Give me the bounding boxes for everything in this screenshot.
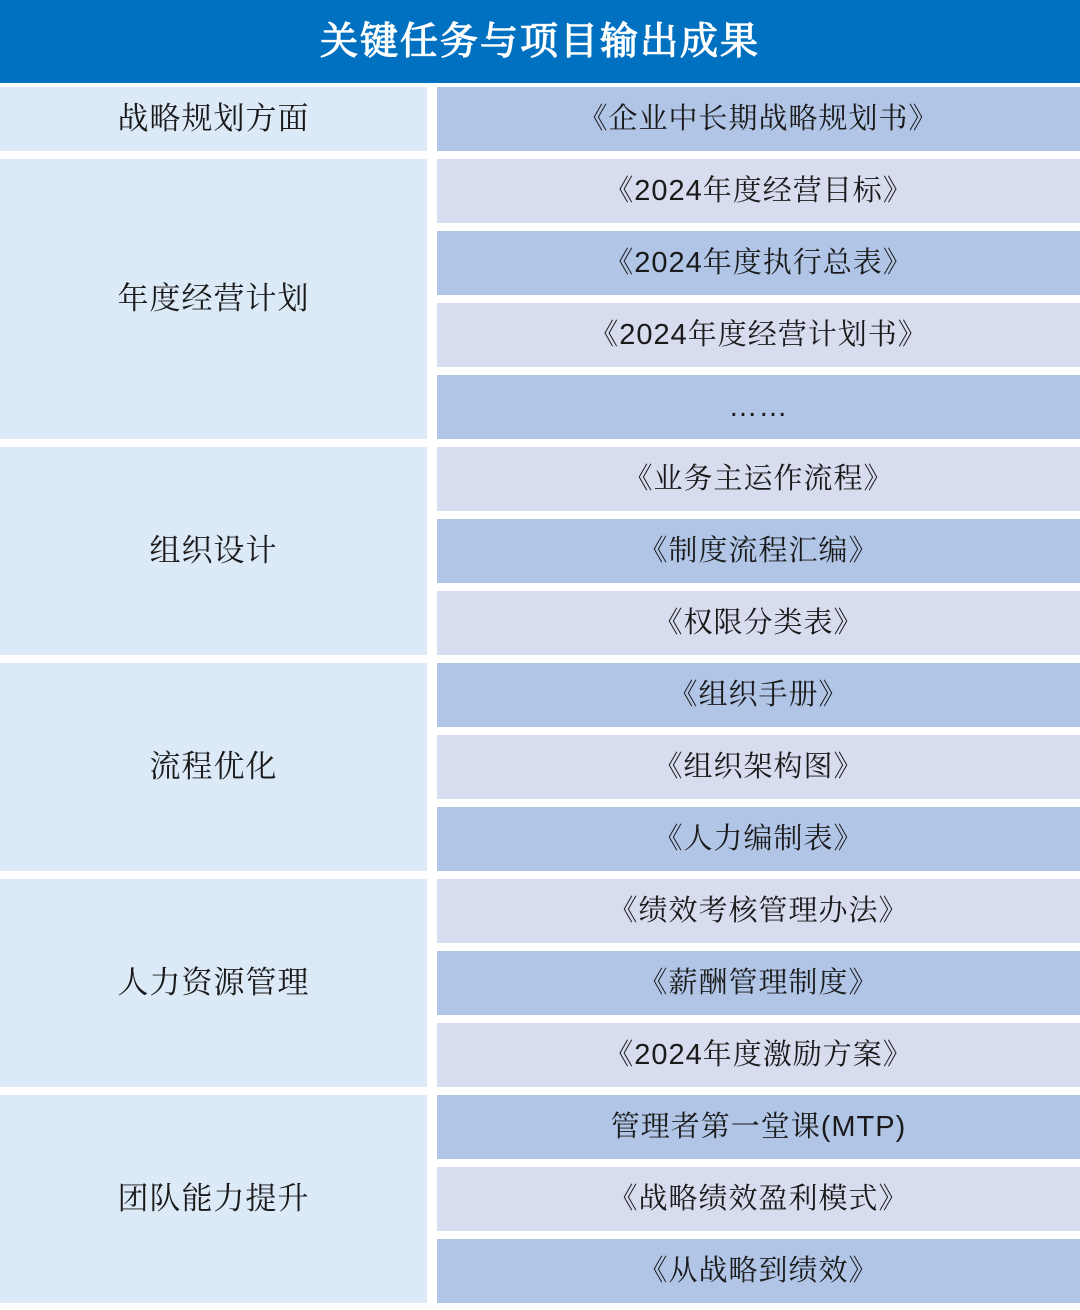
category-cell [0,159,427,439]
output-label: 《业务主运作流程》 [623,462,894,495]
category-cell [0,663,427,871]
table-section [0,447,1080,655]
category-label: 团队能力提升 [117,1181,310,1217]
output-row [437,159,1080,223]
output-row [437,1167,1080,1231]
output-label: …… [728,390,789,423]
output-row [437,1095,1080,1159]
output-row [437,447,1080,511]
category-cell [0,1095,427,1303]
table-section [0,1095,1080,1303]
output-row [437,87,1080,151]
table-section [0,87,1080,151]
output-row [437,1239,1080,1303]
category-label: 年度经营计划 [117,281,310,317]
output-row [437,519,1080,583]
output-row [437,1023,1080,1087]
category-cell [0,879,427,1087]
output-column [437,1095,1080,1303]
output-label: 《组织手册》 [668,678,849,711]
output-row [437,231,1080,295]
output-column [437,87,1080,151]
output-label: 《2024年度经营计划书》 [589,318,928,351]
output-row [437,375,1080,439]
output-label: 《薪酬管理制度》 [638,966,879,999]
page-title: 关键任务与项目输出成果 [319,20,760,63]
output-label: 《企业中长期战略规划书》 [578,102,939,135]
output-label: 《2024年度经营目标》 [604,174,913,207]
output-row [437,663,1080,727]
output-label: 《权限分类表》 [653,606,864,639]
category-label: 流程优化 [149,749,278,785]
output-row [437,303,1080,367]
output-label: 《绩效考核管理办法》 [608,894,909,927]
output-label: 《组织架构图》 [653,750,864,783]
output-label: 《制度流程汇编》 [638,534,879,567]
output-row [437,735,1080,799]
output-label: 管理者第一堂课(MTP) [610,1110,907,1143]
table-section [0,159,1080,439]
table-section [0,663,1080,871]
table-section [0,879,1080,1087]
table-header [0,0,1080,83]
output-row [437,879,1080,943]
output-column [437,879,1080,1087]
category-cell [0,447,427,655]
category-label: 战略规划方面 [117,101,310,137]
output-row [437,807,1080,871]
output-label: 《人力编制表》 [653,822,864,855]
output-label: 《战略绩效盈利模式》 [608,1182,909,1215]
key-tasks-table [0,87,1080,1303]
output-column [437,663,1080,871]
category-label: 人力资源管理 [117,965,310,1001]
output-label: 《从战略到绩效》 [638,1254,879,1287]
output-row [437,951,1080,1015]
category-label: 组织设计 [149,533,278,569]
category-cell [0,87,427,151]
output-column [437,159,1080,439]
output-column [437,447,1080,655]
output-label: 《2024年度执行总表》 [604,246,913,279]
output-row [437,591,1080,655]
output-label: 《2024年度激励方案》 [604,1038,913,1071]
